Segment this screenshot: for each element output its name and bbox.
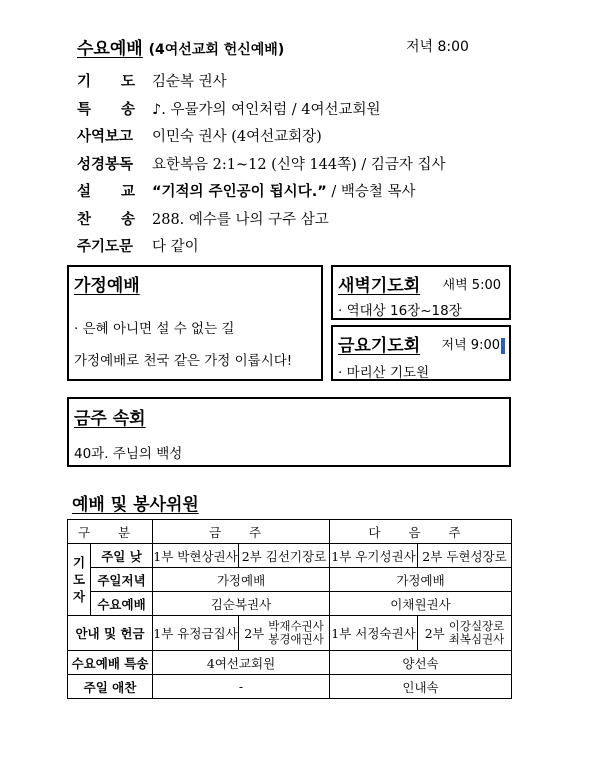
- order-row: [77, 235, 537, 263]
- row-label: 안내 및 헌금: [68, 616, 153, 651]
- order-value: 요한복음 2:1~12 (신약 144쪽) / 김금자 집사: [152, 156, 446, 173]
- header-title-group: [77, 34, 284, 59]
- table-cell: [418, 616, 512, 651]
- table-header: 구 분: [68, 520, 153, 544]
- sermon-preacher: / 백승철 목사: [326, 184, 416, 200]
- names-stack: [449, 620, 505, 646]
- order-row: [77, 153, 537, 181]
- order-key: 특 송: [77, 101, 135, 118]
- row-label: 주일 낮: [91, 544, 153, 568]
- table-row: [68, 544, 512, 568]
- row-label: 주일 애찬: [68, 675, 153, 699]
- table-cell: 4여선교회원: [153, 651, 330, 675]
- order-row: [77, 98, 537, 126]
- table-cell: 2부 김선기장로: [239, 544, 330, 568]
- name: 박재수권사: [268, 619, 324, 633]
- order-key: 사역보고: [77, 129, 134, 145]
- table-row: [68, 592, 512, 616]
- name: 이강실장로: [448, 619, 505, 633]
- order-row: [77, 70, 537, 98]
- friday-prayer-time: 저녁 9:00: [441, 338, 500, 353]
- table-row: [68, 675, 512, 699]
- table-cell: [239, 616, 330, 651]
- dawn-prayer-time: 새벽 5:00: [442, 278, 501, 293]
- table-cell: 2부 두현성장로: [418, 544, 512, 568]
- table-cell: 가정예배: [153, 568, 330, 592]
- table-cell: 가정예배: [330, 568, 512, 592]
- order-value-group: [152, 180, 415, 201]
- table-cell: 인내속: [330, 675, 512, 699]
- table-cell: 1부 서정숙권사: [330, 616, 418, 651]
- order-value: 김순복 권사: [152, 74, 227, 90]
- table-cell: 1부 우기성권사: [330, 544, 418, 568]
- family-worship-title: 가정예배: [74, 276, 140, 296]
- sermon-title: “기적의 주인공이 됩시다.”: [152, 184, 327, 200]
- dawn-prayer-box: [331, 265, 511, 320]
- header-subtitle: (4여선교회 헌신예배): [148, 42, 285, 58]
- cell-meeting-title: 금주 속회: [74, 409, 146, 429]
- header-time: 저녁 8:00: [406, 39, 469, 55]
- staff-section-title: 예배 및 봉사위원: [72, 495, 199, 515]
- order-of-service: [77, 70, 537, 263]
- worship-header: [77, 34, 477, 58]
- family-worship-box: [67, 265, 323, 381]
- table-cell: -: [153, 675, 330, 699]
- table-header: 금 주: [153, 520, 330, 544]
- order-key: 성경봉독: [77, 156, 134, 173]
- table-row: [68, 520, 512, 544]
- row-label: 수요예배 특송: [68, 651, 153, 675]
- family-worship-line2: 가정예배로 천국 같은 가정 이룹시다!: [74, 353, 293, 369]
- order-value: ♪. 우물가의 여인처럼 / 4여선교회원: [152, 101, 381, 118]
- family-worship-line1: · 은혜 아니면 설 수 없는 길: [74, 321, 235, 337]
- table-row: [68, 651, 512, 675]
- staff-table: [67, 519, 512, 699]
- row-label: 주일저녁: [91, 568, 153, 592]
- text-cursor-icon: [501, 338, 505, 354]
- name: 봉경애권사: [268, 632, 324, 646]
- table-row: [68, 568, 512, 592]
- order-row: [77, 180, 537, 208]
- name: 최복심권사: [448, 632, 505, 646]
- part-prefix: 2부: [424, 626, 445, 641]
- prayer-label-text: 기도자: [72, 555, 86, 604]
- order-value: 이민숙 권사 (4여선교회장): [152, 129, 322, 145]
- table-cell: 이채원권사: [330, 592, 512, 616]
- order-key: 기 도: [77, 74, 135, 90]
- part-prefix: 2부: [244, 626, 265, 641]
- table-cell: 양선속: [330, 651, 512, 675]
- friday-prayer-text: · 마리산 기도원: [338, 365, 430, 381]
- order-value: 288. 예수를 나의 구주 삼고: [152, 211, 329, 228]
- table-cell: 1부 유정금집사: [153, 616, 239, 651]
- names-stack: [268, 620, 324, 646]
- row-label: 수요예배: [91, 592, 153, 616]
- table-cell: 김순복권사: [153, 592, 330, 616]
- dawn-prayer-title: 새벽기도회: [338, 276, 421, 296]
- prayer-label: [68, 544, 91, 616]
- friday-prayer-time-group: [442, 334, 505, 354]
- order-key: 찬 송: [77, 211, 135, 228]
- order-row: [77, 125, 537, 153]
- dawn-prayer-text: · 역대상 16장~18장: [338, 303, 462, 319]
- friday-prayer-title: 금요기도회: [338, 336, 421, 356]
- friday-prayer-box: [331, 325, 511, 381]
- table-header: 다 음 주: [330, 520, 512, 544]
- order-value: 다 같이: [152, 239, 199, 255]
- cell-meeting-text: 40과. 주님의 백성: [74, 446, 183, 462]
- order-row: [77, 208, 537, 236]
- table-cell: 1부 박현상권사: [153, 544, 239, 568]
- header-title: 수요예배: [77, 39, 143, 59]
- order-key: 주기도문: [77, 239, 134, 255]
- table-row: [68, 616, 512, 651]
- order-key: 설 교: [77, 184, 135, 200]
- cell-meeting-box: [67, 397, 511, 467]
